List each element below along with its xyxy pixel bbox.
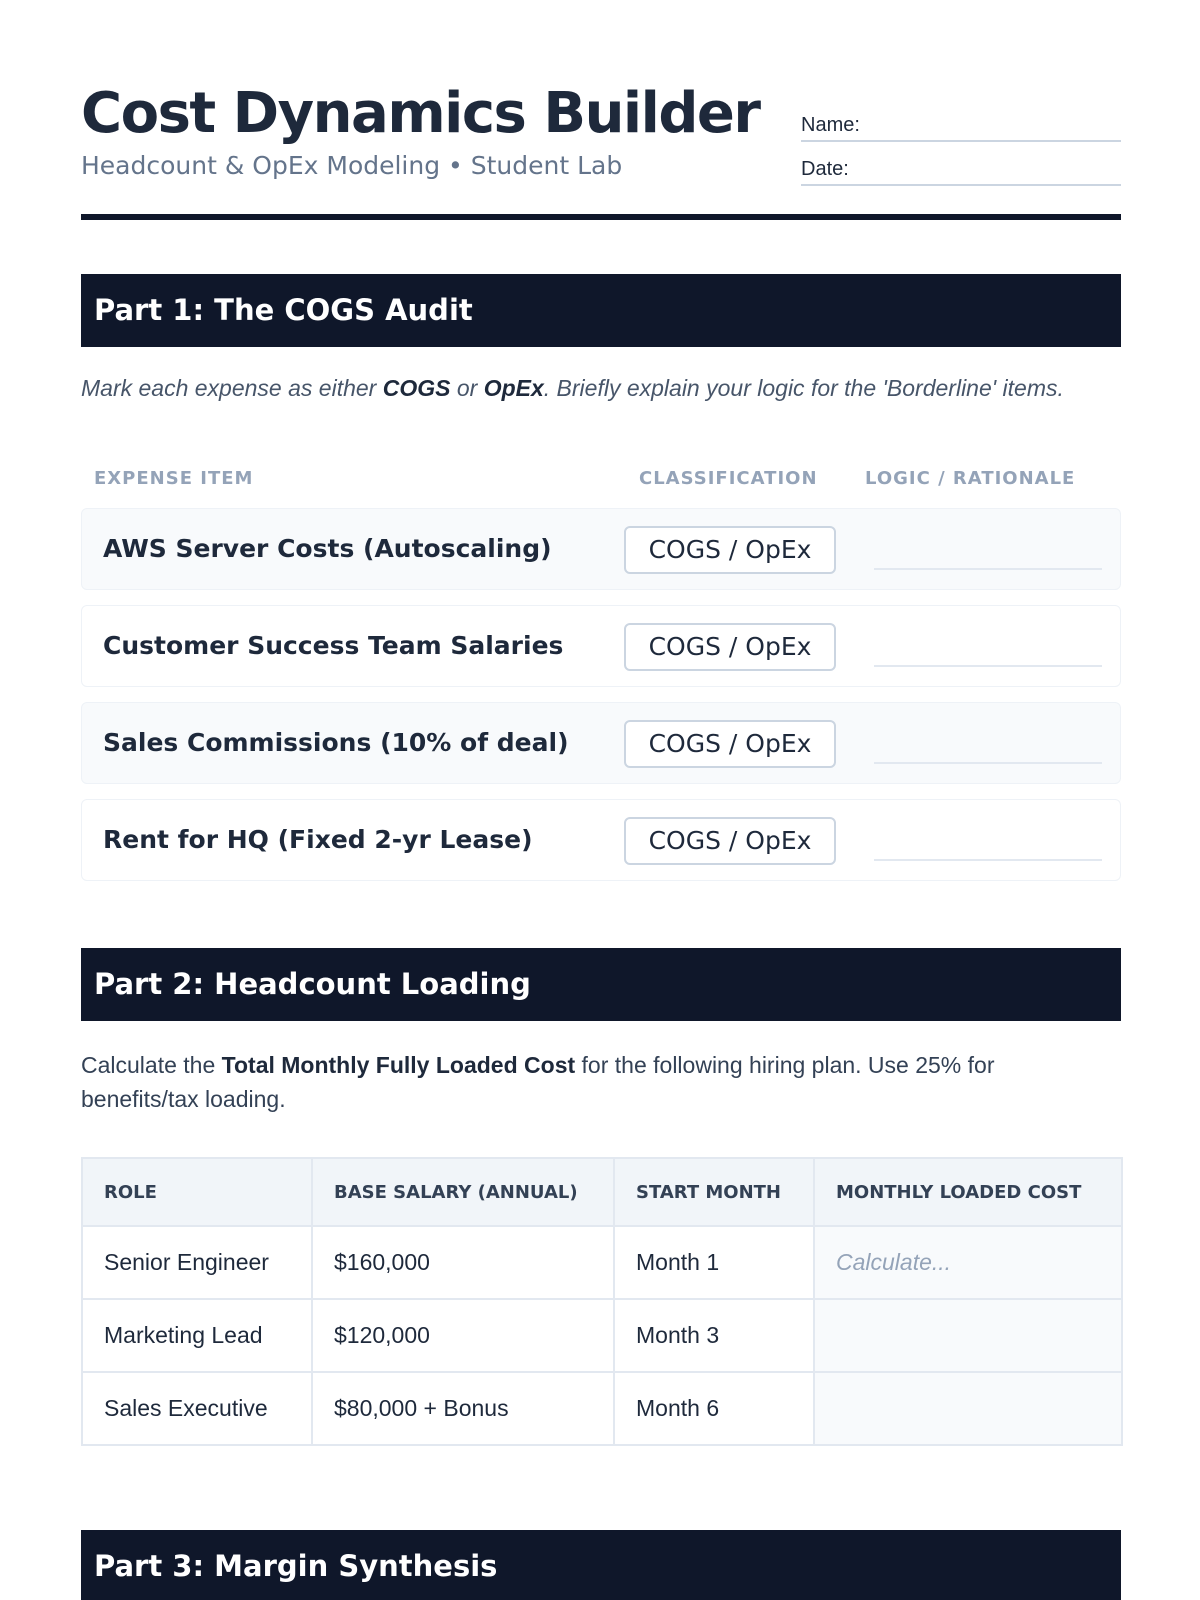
start-month-cell: Month 1	[614, 1226, 814, 1299]
table-row	[82, 1226, 1122, 1299]
classification-choice[interactable]: COGS / OpEx	[624, 623, 836, 671]
classification-choice[interactable]: COGS / OpEx	[624, 817, 836, 865]
role-cell: Sales Executive	[82, 1372, 312, 1445]
expense-item: Rent for HQ (Fixed 2-yr Lease)	[103, 825, 533, 854]
name-field[interactable]	[801, 110, 1121, 142]
table-row	[82, 1299, 1122, 1372]
expense-item: Customer Success Team Salaries	[103, 631, 564, 660]
audit-row	[81, 799, 1121, 881]
rationale-input-line[interactable]	[874, 762, 1102, 764]
audit-row	[81, 605, 1121, 687]
loaded-cost-input[interactable]	[814, 1299, 1122, 1372]
role-cell: Senior Engineer	[82, 1226, 312, 1299]
part1-instructions	[81, 372, 1081, 405]
part1-instructions-opex: OpEx	[483, 375, 544, 401]
headcount-table	[81, 1157, 1123, 1446]
column-header-rationale: LOGIC / RATIONALE	[865, 468, 1076, 489]
role-cell: Marketing Lead	[82, 1299, 312, 1372]
classification-choice[interactable]: COGS / OpEx	[624, 720, 836, 768]
table-header-row	[82, 1158, 1122, 1226]
calculate-placeholder: Calculate...	[836, 1249, 952, 1275]
salary-cell: $160,000	[312, 1226, 614, 1299]
audit-row	[81, 702, 1121, 784]
rationale-input-line[interactable]	[874, 568, 1102, 570]
part3-banner: Part 3: Margin Synthesis	[81, 1530, 1121, 1600]
date-field[interactable]	[801, 154, 1121, 186]
part2-instructions-post: for the following hiring plan. Use 25% for benefits/tax loading.	[81, 1052, 995, 1112]
part2-banner: Part 2: Headcount Loading	[81, 948, 1121, 1021]
expense-item: Sales Commissions (10% of deal)	[103, 728, 569, 757]
column-header-classification: CLASSIFICATION	[639, 468, 818, 489]
part2-instructions-pre: Calculate the	[81, 1052, 222, 1078]
page-title: Cost Dynamics Builder	[81, 81, 760, 146]
expense-item: AWS Server Costs (Autoscaling)	[103, 534, 552, 563]
column-header-start-month: START MONTH	[614, 1158, 814, 1226]
part1-instructions-mid: or	[450, 375, 484, 401]
part1-instructions-post: . Briefly explain your logic for the 'Borderline' items.	[543, 375, 1064, 401]
start-month-cell: Month 6	[614, 1372, 814, 1445]
part1-instructions-cogs: COGS	[382, 375, 451, 401]
audit-column-headers	[81, 468, 1121, 492]
start-month-cell: Month 3	[614, 1299, 814, 1372]
classification-choice[interactable]: COGS / OpEx	[624, 526, 836, 574]
part2-instructions	[81, 1048, 1091, 1116]
date-label: Date:	[801, 158, 849, 180]
part2-instructions-bold: Total Monthly Fully Loaded Cost	[221, 1052, 576, 1078]
column-header-base-salary: BASE SALARY (ANNUAL)	[312, 1158, 614, 1226]
loaded-cost-input[interactable]	[814, 1226, 1122, 1299]
student-fields	[801, 110, 1121, 198]
salary-cell: $80,000 + Bonus	[312, 1372, 614, 1445]
column-header-role: ROLE	[82, 1158, 312, 1226]
name-label: Name:	[801, 114, 860, 136]
header-divider	[81, 214, 1121, 220]
worksheet-header	[81, 80, 1121, 220]
part1-banner: Part 1: The COGS Audit	[81, 274, 1121, 347]
rationale-input-line[interactable]	[874, 665, 1102, 667]
page-subtitle: Headcount & OpEx Modeling • Student Lab	[81, 151, 623, 180]
salary-cell: $120,000	[312, 1299, 614, 1372]
loaded-cost-input[interactable]	[814, 1372, 1122, 1445]
table-row	[82, 1372, 1122, 1445]
part1-instructions-pre: Mark each expense as either	[81, 375, 383, 401]
rationale-input-line[interactable]	[874, 859, 1102, 861]
column-header-expense-item: EXPENSE ITEM	[94, 468, 254, 489]
audit-row	[81, 508, 1121, 590]
column-header-monthly-loaded-cost: MONTHLY LOADED COST	[814, 1158, 1122, 1226]
